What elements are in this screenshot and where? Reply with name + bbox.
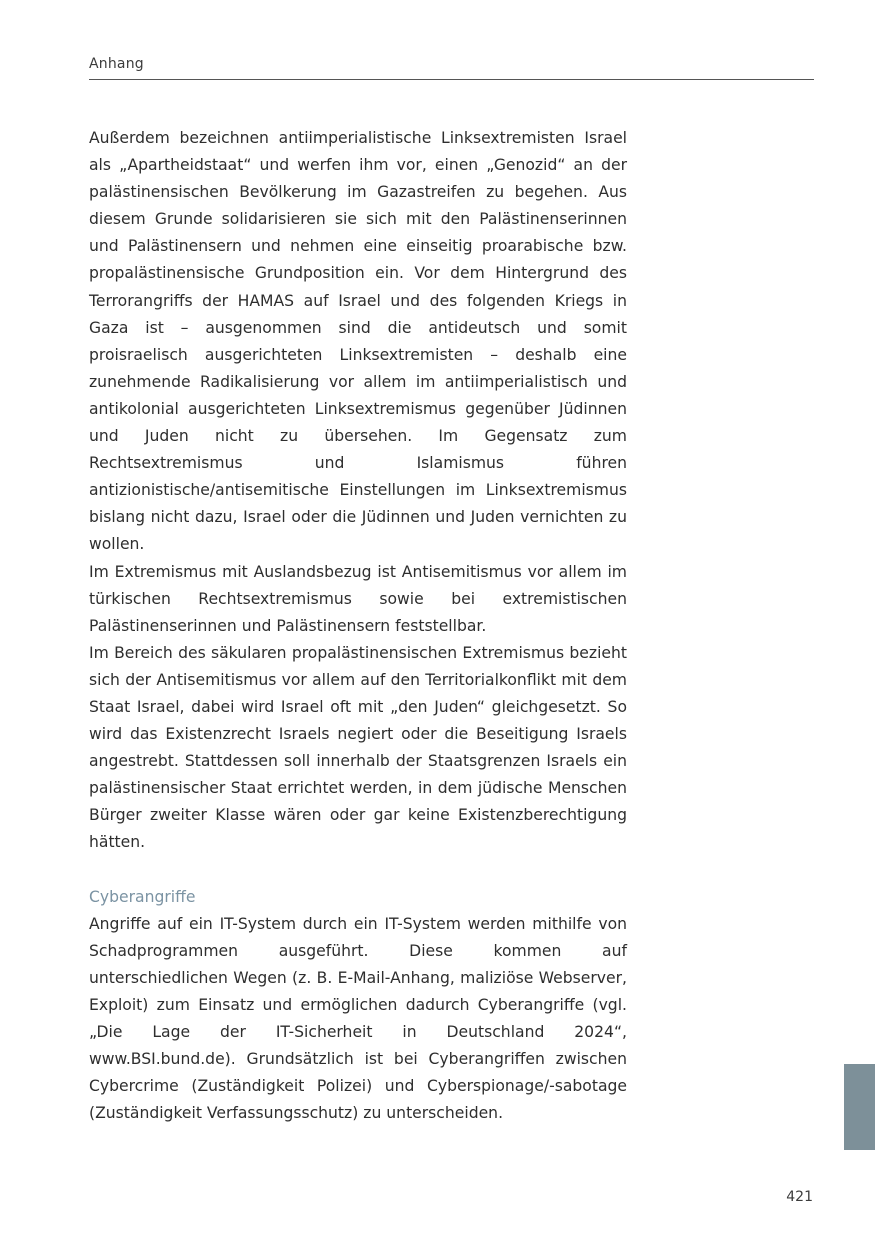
- section-heading-cyberangriffe: Cyberangriffe: [89, 887, 196, 906]
- body-text: [89, 125, 627, 1127]
- paragraph-foreign-extremism: Im Extremismus mit Auslandsbezug ist Antisemitismus vor allem im türkischen Rechtsextremismus sowie bei extremistischen Palästinenserinnen und Palästinensern feststellbar.: [89, 562, 627, 635]
- header-rule: [89, 79, 814, 80]
- chapter-side-tab: [844, 1064, 875, 1150]
- page-number: 421: [786, 1189, 813, 1205]
- paragraph-left-extremism: Außerdem bezeichnen antiimperialistische Linksextremisten Israel als „Apartheidstaat“ und werfen ihm vor, einen „Genozid“ an der palästinensischen Bevölkerung im Gazastreifen zu begehen. Aus diesem Grunde solidarisieren sie sich mit den Palästinenserinnen und Palästinensern und nehmen eine einseitig proarabische bzw. propalästinensische Grundposition ein. Vor dem Hintergrund des Terrorangriffs der HAMAS auf Israel und des folgenden Kriegs in Gaza ist – ausgenommen sind die antideutsch und somit proisraelisch ausgerichteten Linksextremisten – deshalb eine zunehmende Radikalisierung vor allem im antiimperialistisch und antikolonial ausgerichteten Linksextremismus gegenüber Jüdinnen und Juden nicht zu übersehen. Im Gegensatz zum Rechtsextremismus und Islamismus führen antizionistische/antisemitische Einstellungen im Linksextremismus bislang nicht dazu, Israel oder die Jüdinnen und Juden vernichten zu wollen.: [89, 129, 627, 554]
- running-header: Anhang: [89, 56, 144, 72]
- paragraph-secular-extremism: Im Bereich des säkularen propalästinensischen Extremismus bezieht sich der Antisemitismus vor allem auf den Territorialkonflikt mit dem Staat Israel, dabei wird Israel oft mit „den Juden“ gleichgesetzt. So wird das Existenzrecht Israels negiert oder die Beseitigung Israels angestrebt. Stattdessen soll innerhalb der Staatsgrenzen Israels ein palästinensischer Staat errichtet werden, in dem jüdische Menschen Bürger zweiter Klasse wären oder gar keine Existenzberechtigung hätten.: [89, 643, 627, 852]
- paragraph-cyberangriffe: Angriffe auf ein IT-System durch ein IT-System werden mithilfe von Schadprogrammen ausgeführt. Diese kommen auf unterschiedlichen Wegen (z. B. E-Mail-Anhang, maliziöse Webserver, Exploit) zum Einsatz und ermöglichen dadurch Cyberangriffe (vgl. „Die Lage der IT-Sicherheit in Deutschland 2024“, www.BSI.bund.de). Grundsätzlich ist bei Cyberangriffen zwischen Cybercrime (Zuständigkeit Polizei) und Cyberspionage/-sabotage (Zuständigkeit Verfassungsschutz) zu unterscheiden.: [89, 914, 627, 1123]
